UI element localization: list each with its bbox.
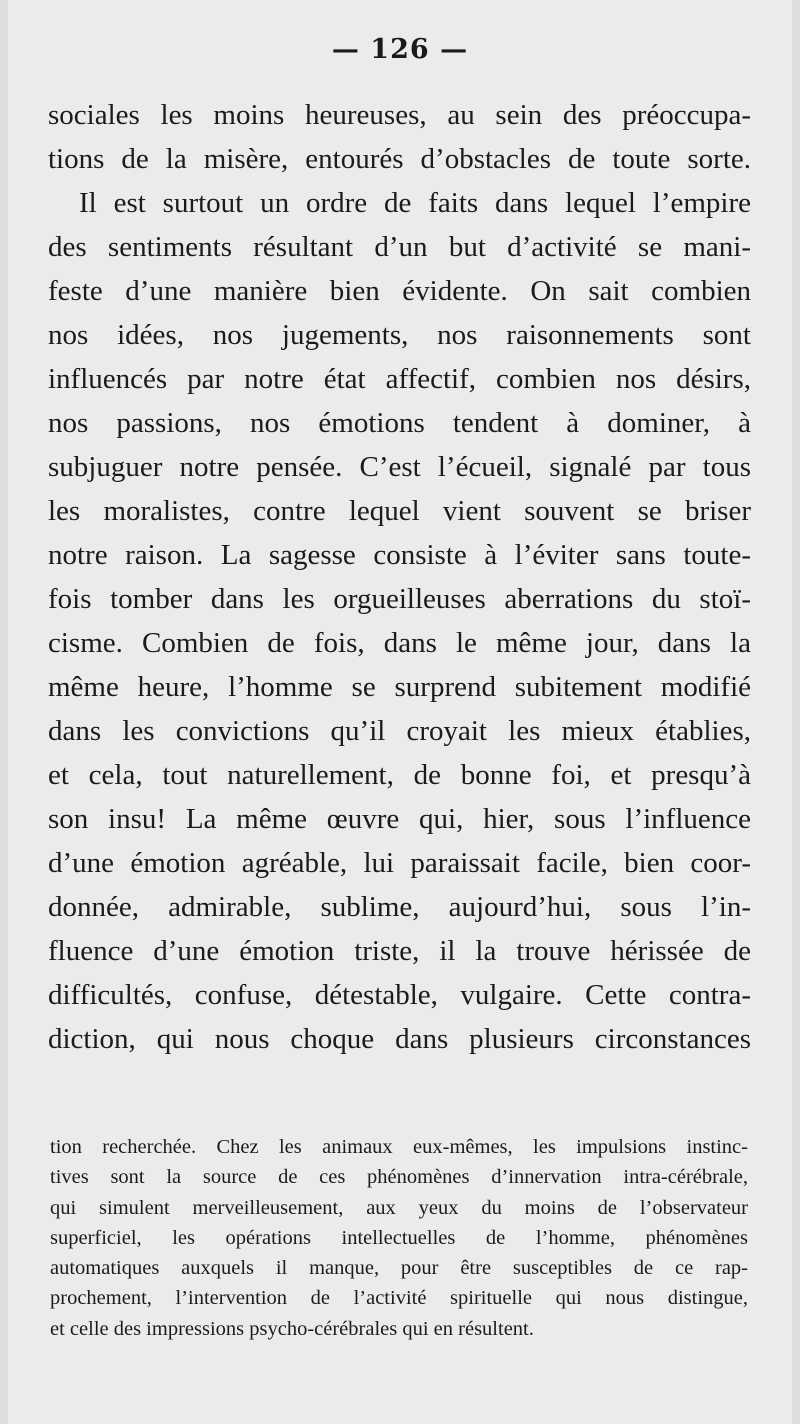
text-line: nos idées, nos jugements, nos raisonnements sont [48, 319, 751, 351]
main-text [48, 93, 751, 1061]
text-line: et cela, tout naturellement, de bonne foi, et presqu’à [48, 759, 751, 791]
text-line: dans les convictions qu’il croyait les mieux établies, [48, 715, 751, 747]
page-right-edge [792, 0, 800, 1424]
footnote-line: automatiques auxquels il manque, pour être susceptibles de ce rap- [50, 1257, 748, 1280]
text-line: même heure, l’homme se surprend subitement modifié [48, 671, 751, 703]
footnote-line: et celle des impressions psycho-cérébrales qui en résultent. [50, 1317, 534, 1340]
footnote-line: tion recherchée. Chez les animaux eux-mêmes, les impulsions instinc- [50, 1136, 748, 1158]
text-line: notre raison. La sagesse consiste à l’éviter sans toute- [48, 539, 751, 571]
footnote-line: superficiel, les opérations intellectuelles de l’homme, phénomènes [50, 1226, 748, 1249]
text-line: Il est surtout un ordre de faits dans lequel l’empire [79, 187, 751, 219]
page-number: — 126 — [331, 34, 469, 65]
footnote-line: qui simulent merveilleusement, aux yeux du moins de l’observateur [50, 1196, 748, 1219]
footnote-line: tives sont la source de ces phénomènes d’innervation intra-cérébrale, [50, 1166, 748, 1189]
text-line: subjuguer notre pensée. C’est l’écueil, signalé par tous [48, 451, 751, 483]
text-line: tions de la misère, entourés d’obstacles de toute sorte. [48, 143, 751, 175]
footnote [50, 1132, 748, 1344]
text-line: fois tomber dans les orgueilleuses aberrations du stoï- [48, 583, 751, 615]
text-line: d’une émotion agréable, lui paraissait facile, bien coor- [48, 847, 751, 879]
text-line: donnée, admirable, sublime, aujourd’hui, sous l’in- [48, 891, 751, 923]
text-line: des sentiments résultant d’un but d’activité se mani- [48, 231, 751, 263]
page-left-edge [0, 0, 8, 1424]
text-line: difficultés, confuse, détestable, vulgaire. Cette contra- [48, 979, 751, 1011]
text-line: fluence d’une émotion triste, il la trouve hérissée de [48, 935, 751, 967]
text-line: feste d’une manière bien évidente. On sait combien [48, 275, 751, 307]
footnote-line: prochement, l’intervention de l’activité spirituelle qui nous distingue, [50, 1287, 748, 1310]
text-line: influencés par notre état affectif, combien nos désirs, [48, 363, 751, 395]
text-line: cisme. Combien de fois, dans le même jour, dans la [48, 627, 751, 659]
text-line: son insu! La même œuvre qui, hier, sous l’influence [48, 803, 751, 835]
text-line: diction, qui nous choque dans plusieurs circonstances [48, 1023, 751, 1055]
text-line: sociales les moins heureuses, au sein des préoccupa- [48, 99, 751, 131]
text-line: les moralistes, contre lequel vient souvent se briser [48, 495, 751, 527]
text-line: nos passions, nos émotions tendent à dominer, à [48, 407, 751, 439]
